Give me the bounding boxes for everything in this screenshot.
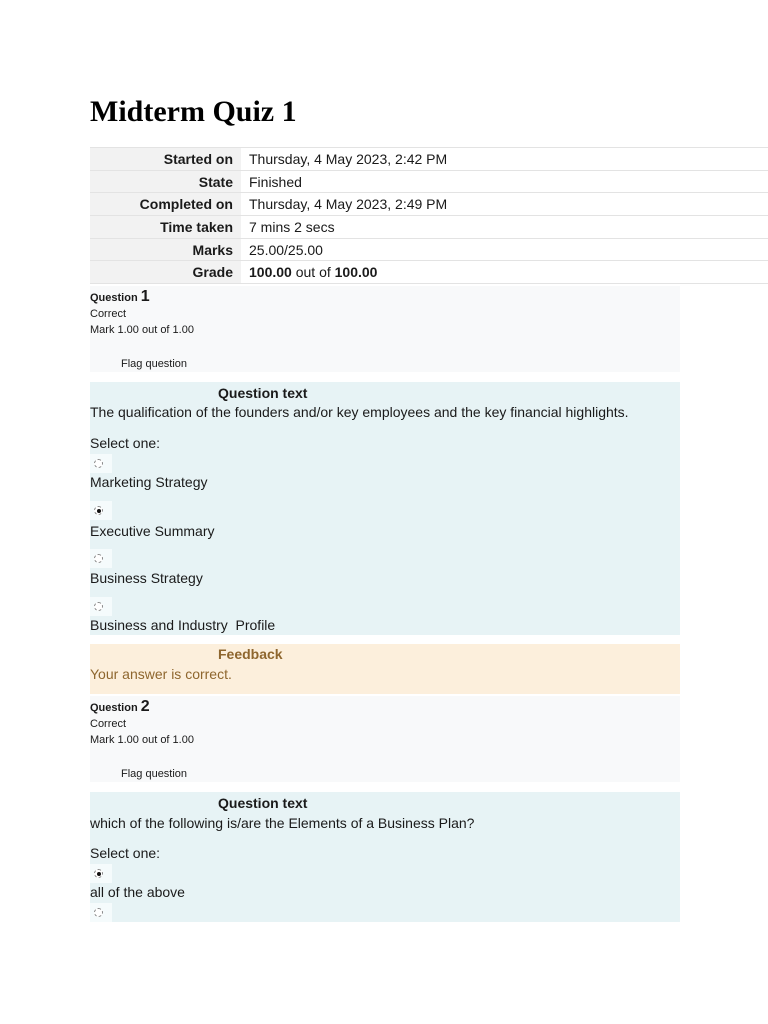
radio-unchecked-icon	[94, 602, 103, 611]
radio-checked-icon	[94, 869, 103, 878]
select-one-label: Select one:	[90, 435, 161, 451]
question-mark: Mark 1.00 out of 1.00	[90, 324, 194, 336]
summary-row-time	[90, 216, 768, 239]
summary-row-grade	[90, 261, 768, 284]
grade-out-of: out of	[291, 264, 335, 281]
question-number-value: 1	[140, 288, 150, 305]
grade-label: Grade	[90, 261, 241, 284]
question-text-heading: Question text	[218, 385, 308, 401]
radio-unchecked-icon	[94, 554, 103, 563]
question-mark: Mark 1.00 out of 1.00	[90, 734, 194, 746]
started-on-label: Started on	[90, 148, 241, 171]
feedback-heading: Feedback	[218, 646, 283, 662]
marks-value: 25.00/25.00	[241, 238, 768, 261]
question-state: Correct	[90, 718, 127, 730]
question-1-content	[90, 382, 680, 635]
marks-label: Marks	[90, 238, 241, 261]
question-text-heading: Question text	[218, 795, 308, 811]
option-2-radio[interactable]	[90, 903, 112, 922]
page-title: Midterm Quiz 1	[90, 95, 297, 128]
question-prefix: Question	[90, 292, 138, 304]
select-one-label: Select one:	[90, 845, 161, 861]
question-1-feedback	[90, 644, 680, 694]
radio-unchecked-icon	[94, 459, 103, 468]
question-prompt: which of the following is/are the Elements of a Business Plan?	[90, 815, 475, 831]
option-1-label[interactable]: Marketing Strategy	[90, 474, 208, 490]
grade-score: 100.00	[249, 264, 292, 281]
started-on-value: Thursday, 4 May 2023, 2:42 PM	[241, 148, 768, 171]
question-prompt: The qualification of the founders and/or key employees and the key financial highlights.	[90, 404, 629, 420]
question-number	[90, 288, 150, 306]
summary-row-state	[90, 170, 768, 193]
option-4-label[interactable]: Business and Industry Profile	[90, 617, 276, 633]
time-taken-value: 7 mins 2 secs	[241, 216, 768, 239]
question-state: Correct	[90, 308, 127, 320]
attempt-summary-table	[90, 147, 768, 284]
flag-question-link[interactable]: Flag question	[121, 768, 188, 780]
question-2-info	[90, 696, 680, 782]
option-3-label[interactable]: Business Strategy	[90, 570, 203, 586]
time-taken-label: Time taken	[90, 216, 241, 239]
option-2-label[interactable]: Executive Summary	[90, 523, 215, 539]
summary-row-completed	[90, 193, 768, 216]
grade-value	[241, 261, 768, 284]
summary-row-started	[90, 148, 768, 171]
summary-row-marks	[90, 238, 768, 261]
state-value: Finished	[241, 170, 768, 193]
state-label: State	[90, 170, 241, 193]
grade-max: 100.00	[334, 264, 378, 281]
flag-question-link[interactable]: Flag question	[121, 358, 188, 370]
question-number-value: 2	[140, 698, 150, 715]
option-1-radio[interactable]	[90, 454, 112, 473]
feedback-message: Your answer is correct.	[90, 666, 232, 682]
radio-checked-icon	[94, 506, 103, 515]
option-3-radio[interactable]	[90, 549, 112, 568]
option-1-label[interactable]: all of the above	[90, 884, 185, 900]
question-2-content	[90, 792, 680, 922]
question-1-info	[90, 286, 680, 372]
completed-on-label: Completed on	[90, 193, 241, 216]
option-4-radio[interactable]	[90, 597, 112, 616]
option-1-radio[interactable]	[90, 864, 112, 883]
completed-on-value: Thursday, 4 May 2023, 2:49 PM	[241, 193, 768, 216]
question-prefix: Question	[90, 702, 138, 714]
question-number	[90, 698, 150, 716]
radio-unchecked-icon	[94, 908, 103, 917]
option-2-radio[interactable]	[90, 501, 112, 520]
